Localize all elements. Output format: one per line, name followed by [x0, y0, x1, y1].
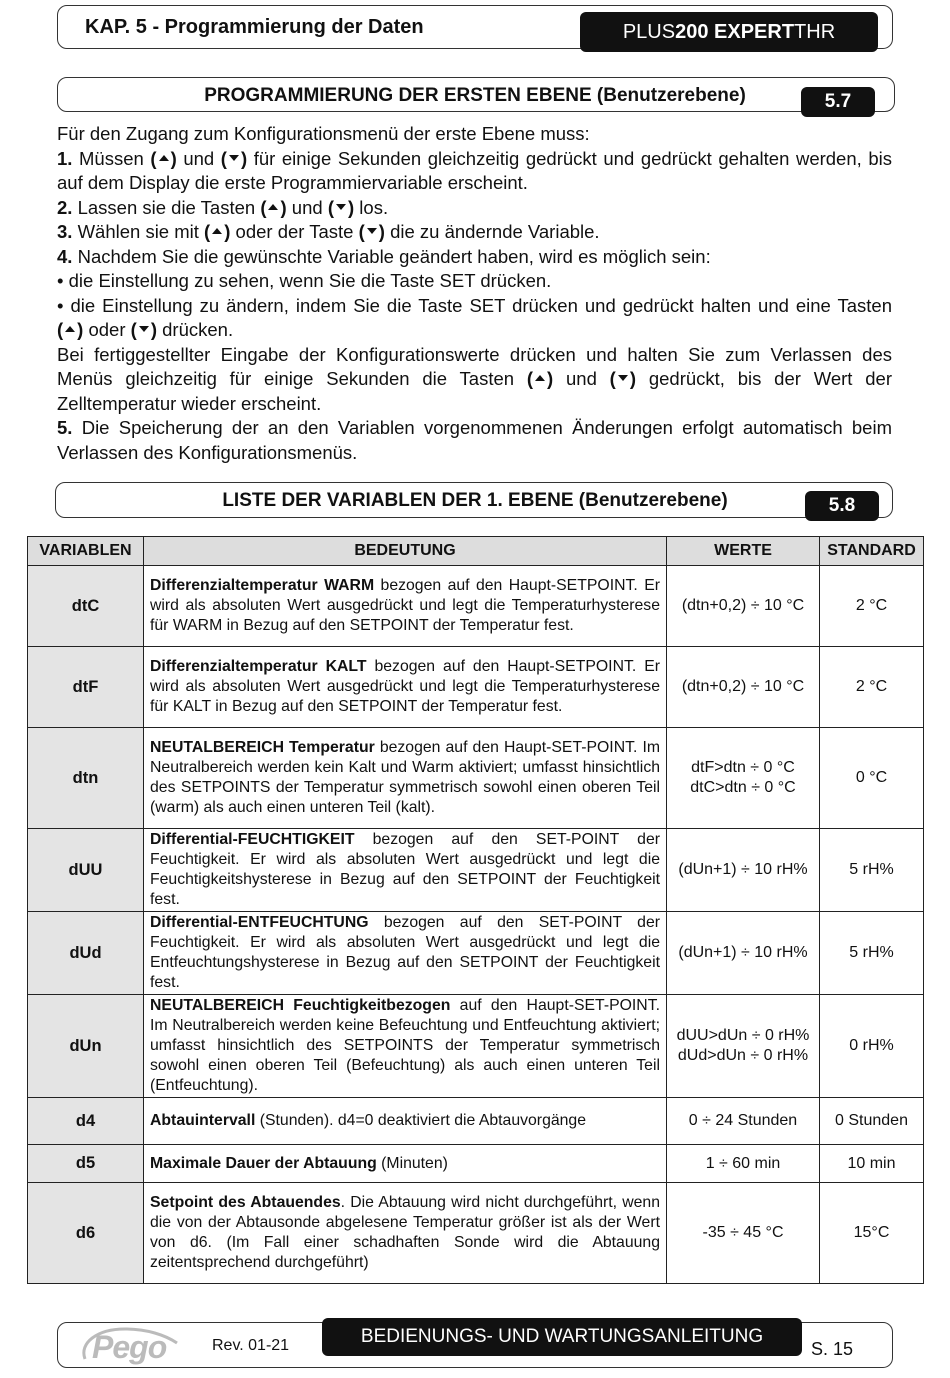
variable-code: d4 [28, 1098, 144, 1145]
table-row [28, 829, 924, 912]
table-row [28, 995, 924, 1098]
range-line: (dUn+1) ÷ 10 rH% [678, 944, 808, 961]
variable-range [667, 912, 820, 995]
description-bold: Differential-ENTFEUCHTUNG [150, 914, 369, 931]
variable-range [667, 1145, 820, 1183]
description-bold: Differential-FEUCHTIGKEIT [150, 831, 355, 848]
arrow-up-icon [268, 204, 278, 210]
description-bold: Differenzialtemperatur WARM [150, 577, 375, 594]
variable-range [667, 1098, 820, 1145]
variable-default: 2 °C [820, 647, 924, 728]
pego-logo-text: Pego [92, 1329, 167, 1365]
description-bold: Maximale Dauer der Abtauung [150, 1154, 377, 1172]
intro-bullet-1: • die Einstellung zu sehen, wenn Sie die Taste SET drücken. [57, 270, 552, 291]
range-line: (dUn+1) ÷ 10 rH% [678, 861, 808, 878]
arrow-down-icon [618, 375, 628, 381]
table-row [28, 1183, 924, 1284]
arrow-up-icon [212, 228, 222, 234]
description-bold: Setpoint des Abtauendes [150, 1194, 341, 1211]
variables-table [27, 536, 924, 1284]
variable-default: 0 Stunden [820, 1098, 924, 1145]
range-line: dtC>dtn ÷ 0 °C [690, 779, 796, 796]
description-text: bezogen auf den Haupt-SETPOINT. Er wird als absoluten Wert ausgedrückt und legt die Temperaturhysterese für WARM in Bezug auf den SETPOINT der Temperatur fest. [150, 577, 660, 634]
variable-default: 5 rH% [820, 829, 924, 912]
range-line: (dtn+0,2) ÷ 10 °C [681, 678, 805, 695]
description-bold: Abtauintervall [150, 1112, 256, 1129]
arrow-up-icon [159, 155, 169, 161]
range-line: dUU>dUn ÷ 0 rH% [676, 1027, 810, 1044]
range-line: (dtn+0,2) ÷ 10 °C [681, 597, 805, 614]
chapter-title: KAP. 5 - Programmierung der Daten [85, 16, 424, 38]
description-text: bezogen auf den SET-POINT der Feuchtigkeit. Er wird als absoluten Wert ausgedrückt und legt die Entfeuchtungshysterese in Bezug auf den SETPOINT der Feuchtigkeit fest. [150, 914, 660, 991]
intro-p0: Für den Zugang zum Konfigurationsmenü der erste Ebene muss: [57, 123, 590, 144]
table-row [28, 1098, 924, 1145]
revision-label: Rev. 01-21 [212, 1337, 290, 1354]
intro-step-2: 2. Lassen sie die Tasten ( ) und ( ) los. [57, 196, 389, 218]
product-prefix: PLUS [622, 20, 676, 43]
range-line: 0 ÷ 24 Stunden [688, 1112, 798, 1129]
range-line: dUd>dUn ÷ 0 rH% [677, 1047, 809, 1064]
variable-code: dtn [28, 728, 144, 829]
arrow-down-icon [367, 228, 377, 234]
variable-code: d6 [28, 1183, 144, 1284]
description-bold: NEUTALBEREICH Temperatur [150, 739, 375, 756]
description-bold: NEUTALBEREICH Feuchtigkeitbezogen [150, 997, 451, 1014]
variable-code: dtC [28, 566, 144, 647]
range-line: 1 ÷ 60 min [705, 1154, 781, 1172]
variable-range [667, 1183, 820, 1284]
description-text: bezogen auf den Haupt-SETPOINT. Er wird als absoluten Wert ausgedrückt und legt die Temperaturhysterese für KALT in Bezug auf den SETPOINT der Temperatur fest. [150, 658, 660, 715]
variable-description [144, 912, 667, 995]
header-standard: STANDARD [820, 537, 924, 566]
intro-step-4: 4. Nachdem Sie die gewünschte Variable geändert haben, wird es möglich sein: [57, 245, 711, 267]
arrow-up-icon [535, 375, 545, 381]
range-line: -35 ÷ 45 °C [702, 1224, 784, 1241]
variable-code: dtF [28, 647, 144, 728]
product-name-tab [580, 12, 878, 52]
variable-description [144, 566, 667, 647]
table-row [28, 912, 924, 995]
product-bold: 200 EXPERT [675, 20, 795, 43]
description-text: bezogen auf den Haupt-SET-POINT. Im Neutralbereich werden kein Kalt und Warm aktiviert; umfasst hinsichtlich des SETPOINTS der Temperatur symmetrisch sowohl einen oberen Teil (warm) als auch einen unteren Teil (kalt). [150, 739, 660, 816]
variable-description [144, 995, 667, 1098]
variable-default: 0 °C [820, 728, 924, 829]
arrow-up-icon [65, 326, 75, 332]
variable-default: 5 rH% [820, 912, 924, 995]
intro-step-5: 5. Die Speicherung der an den Variablen vorgenommenen Änderungen erfolgt automatisch beim Verlassen des Konfigurationsmenüs. [57, 417, 892, 463]
description-text: . Die Abtauung wird nicht durchgeführt, wenn die von der Abtausonde abgelesene Temperatur größer ist als der Wert von d6. (Im Fall einer schadhaften Sonde wird die Abtauung zeitentsprechend durchgeführt) [150, 1194, 660, 1271]
header-werte: WERTE [667, 537, 820, 566]
variable-code: d5 [28, 1145, 144, 1183]
variable-range [667, 829, 820, 912]
intro-text [57, 122, 892, 465]
table-row [28, 728, 924, 829]
table-row [28, 647, 924, 728]
description-text: auf den Haupt-SET-POINT. Im Neutralbereich werden keine Befeuchtung und Entfeuchtung aktiviert; umfasst hinsichtlich des SETPOINTS der Temperatur symmetrisch sowohl einen oberen Teil (Befeuchtung) als auch einen unteren Teil (Entfeuchtung). [150, 997, 660, 1094]
variable-default: 10 min [820, 1145, 924, 1183]
variable-range [667, 728, 820, 829]
variable-range [667, 647, 820, 728]
product-suffix: THR [794, 20, 836, 43]
description-text: (Minuten) [376, 1154, 448, 1172]
variable-range [667, 566, 820, 647]
description-bold: Differenzialtemperatur KALT [150, 658, 367, 675]
variable-description [144, 1145, 667, 1183]
arrow-down-icon [139, 326, 149, 332]
variable-code: dUn [28, 995, 144, 1098]
table-row [28, 1145, 924, 1183]
variable-description [144, 647, 667, 728]
variable-code: dUU [28, 829, 144, 912]
variable-range [667, 995, 820, 1098]
variable-description [144, 1183, 667, 1284]
section-5-7-title: PROGRAMMIERUNG DER ERSTEN EBENE (Benutzerebene) [204, 85, 746, 106]
arrow-down-icon [229, 155, 239, 161]
variable-default: 0 rH% [820, 995, 924, 1098]
arrow-down-icon [336, 204, 346, 210]
variable-code: dUd [28, 912, 144, 995]
manual-title-tab: BEDIENUNGS- UND WARTUNGSANLEITUNG [322, 1318, 802, 1356]
variable-description [144, 728, 667, 829]
variable-default: 15°C [820, 1183, 924, 1284]
section-5-7-number: 5.7 [801, 87, 875, 117]
intro-exit-note: Bei fertiggestellter Eingabe der Konfigurationswerte drücken und halten Sie zum Verlassen des Menüs gleichzeitig für einige Sekunden die Tasten ( ) und ( ) gedrückt, bis der Wert der Zelltemperatur wieder erscheint. [57, 343, 892, 414]
page-number: S. 15 [811, 1339, 854, 1359]
table-row [28, 566, 924, 647]
intro-step-3: 3. Wählen sie mit ( ) oder der Taste ( ) die zu ändernde Variable. [57, 221, 600, 242]
section-5-8-title: LISTE DER VARIABLEN DER 1. EBENE (Benutzerebene) [222, 490, 728, 511]
section-5-8-number: 5.8 [805, 491, 879, 521]
variable-default: 2 °C [820, 566, 924, 647]
table-header-row [28, 537, 924, 566]
range-line: dtF>dtn ÷ 0 °C [691, 759, 795, 776]
description-text: bezogen auf den SET-POINT der Feuchtigkeit. Er wird als absoluten Wert ausgedrückt und legt die Feuchtigkeitshysterese in Bezug auf den SETPOINT der Feuchtigkeit fest. [150, 831, 660, 908]
header-bedeutung: BEDEUTUNG [144, 537, 667, 566]
variable-description [144, 1098, 667, 1145]
intro-step-1: 1. Müssen ( ) und ( ) für einige Sekunden gleichzeitig gedrückt und gedrückt gehalten werden, bis auf dem Display die erste Programmiervariable erscheint. [57, 147, 893, 193]
variable-description [144, 829, 667, 912]
description-text: (Stunden). d4=0 deaktiviert die Abtauvorgänge [255, 1112, 586, 1129]
header-variablen: VARIABLEN [28, 537, 144, 566]
intro-bullet-2: • die Einstellung zu ändern, indem Sie die Taste SET drücken und gedrückt halten und eine Tasten ( ) oder ( ) drücken. [57, 294, 892, 340]
